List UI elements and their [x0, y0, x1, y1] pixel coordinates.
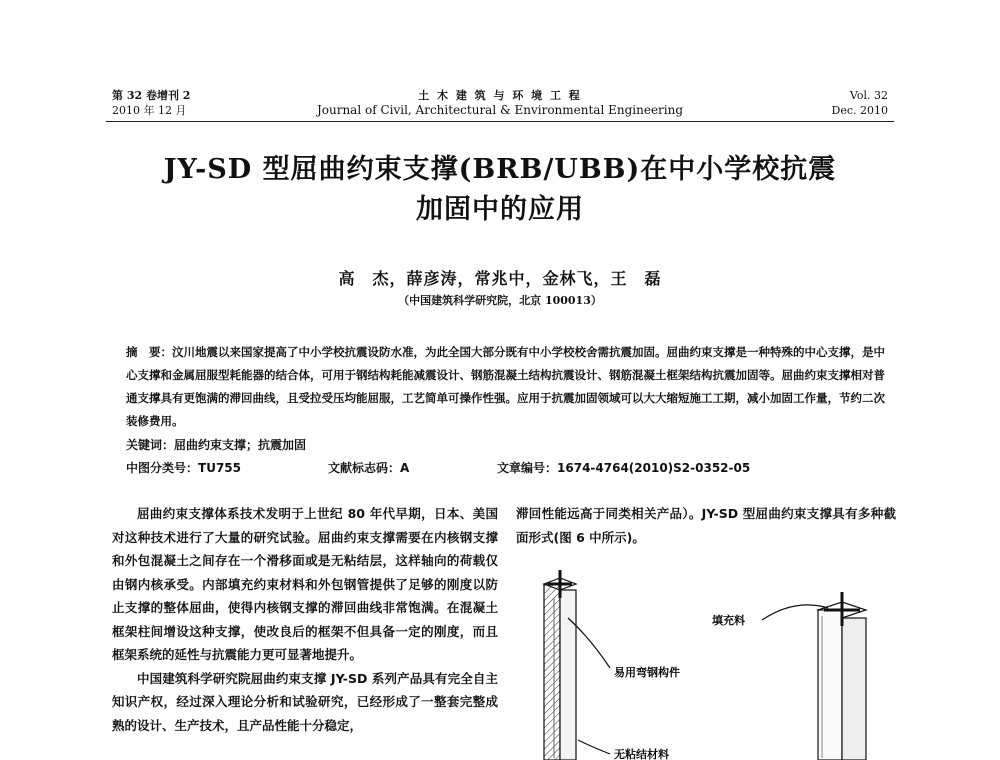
leader-unbonded — [578, 740, 610, 754]
journal-name-en: Journal of Civil, Architectural & Environmental Engineering — [316, 103, 684, 117]
abstract-text: 汶川地震以来国家提高了中小学校抗震设防水准，为此全国大部分既有中小学校校舍需抗震加固。屈曲约束支撑是一种特殊的中心支撑，是中心支撑和金属屈服型耗能器的结合体，可用于钢结构耗能减震设计、钢筋混凝土结构抗震设计、钢筋混凝土框架结构抗震加固等。屈曲约束支撑相对普通支撑具有更饱满的滞回曲线，且受拉受压均能屈服，工艺简单可操作性强。应用于抗震加固领域可以大大缩短施工工期，减小加固工作量，节约二次装修费用。 — [126, 345, 885, 428]
document-code — [328, 459, 409, 476]
issue-date: 2010 年 12 月 — [112, 104, 187, 117]
journal-name-cn: 土 木 建 筑 与 环 境 工 程 — [418, 89, 582, 102]
body-paragraph-right: 滞回性能远高于同类相关产品）。JY-SD 型屈曲约束支撑具有多种截面形式(图 6 中所示)。 — [516, 506, 896, 545]
brace-left-illustration — [544, 570, 576, 760]
keywords — [126, 436, 306, 453]
brace-section-figure — [520, 568, 900, 760]
authors: 高 杰，薛彦涛，常兆中，金林飞，王 磊 — [338, 269, 662, 288]
label-unbonded-material: 无粘结材料 — [614, 748, 669, 760]
clc-label: 中图分类号： — [126, 461, 199, 475]
journal-issue-info — [112, 88, 190, 118]
clc-number — [126, 459, 241, 476]
body-paragraph-2: 中国建筑科学研究院屈曲约束支撑 JY-SD 系列产品具有完全自主知识产权，经过深入理论分析和试验研究，已经形成了一整套完整成熟的设计、生产技术，且产品性能十分稳定， — [112, 670, 498, 733]
keywords-label: 关键词： — [126, 438, 175, 452]
abstract-label: 摘 要： — [126, 345, 172, 359]
title-line-2: 加固中的应用 — [416, 194, 584, 225]
clc-value: TU755 — [198, 461, 241, 475]
date-en: Dec. 2010 — [831, 104, 888, 117]
article-number — [497, 459, 750, 476]
title-line-1: JY-SD 型屈曲约束支撑(BRB/UBB)在中小学校抗震 — [163, 154, 837, 185]
brace-right-illustration — [818, 592, 866, 760]
body-column-right — [516, 502, 896, 549]
label-steel-member: 易用弯钢构件 — [614, 666, 680, 679]
doc-label: 文献标志码： — [328, 461, 401, 475]
header-rule — [106, 121, 894, 122]
paper-title — [100, 150, 900, 230]
doc-value: A — [400, 461, 410, 475]
article-label: 文章编号： — [497, 461, 558, 475]
keywords-text: 屈曲约束支撑；抗震加固 — [174, 438, 307, 452]
abstract — [126, 341, 890, 433]
body-paragraph-1: 屈曲约束支撑体系技术发明于上世纪 80 年代早期，日本、美国对这种技术进行了大量的研究试验。屈曲约束支撑需要在内核钢支撑和外包混凝土之间存在一个滑移面或是无粘结层，这样轴向的荷载仅由钢内核承受。内部填充约束材料和外包钢管提供了足够的刚度以防止支撑的整体屈曲，使得内核钢支撑的滞回曲线非常饱满。在混凝土框架柱间增设这种支撑，使改良后的框架不但具备一定的刚度，而且框架系统的延性与抗震能力更可显著地提升。 — [112, 506, 498, 662]
volume-en: Vol. 32 — [849, 89, 888, 102]
article-value: 1674-4764(2010)S2-0352-05 — [557, 461, 751, 475]
journal-volume-en — [800, 88, 888, 118]
label-fill-material: 填充料 — [712, 614, 745, 627]
volume-issue: 第 32 卷增刊 2 — [112, 89, 191, 102]
affiliation: （中国建筑科学研究院，北京 100013） — [398, 294, 602, 307]
journal-name — [300, 88, 700, 118]
body-column-left — [112, 502, 498, 737]
